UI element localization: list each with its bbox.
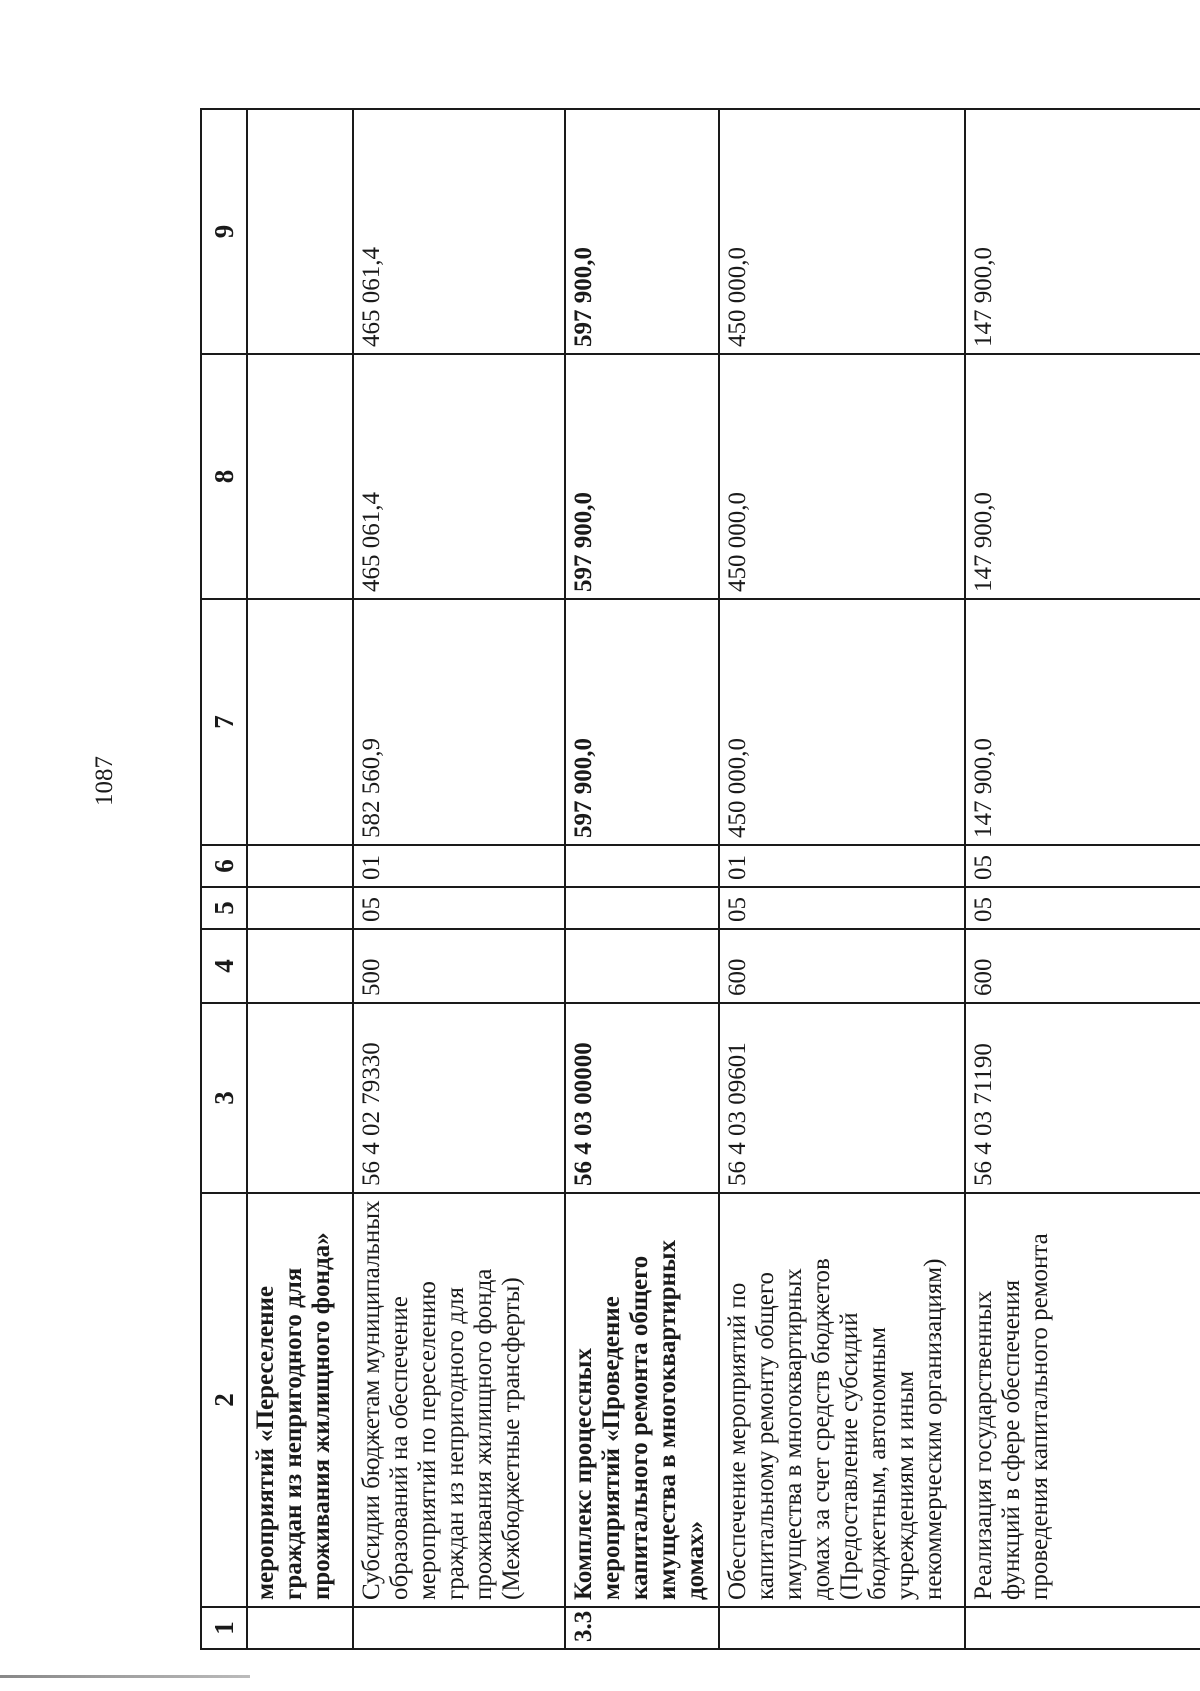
expense-type-code: 600: [965, 929, 1200, 1003]
amount-col7: 450 000,0: [719, 599, 965, 845]
row-number: [965, 1607, 1200, 1649]
amount-col8: 147 900,0: [965, 354, 1200, 599]
page-number: 1087: [91, 756, 118, 806]
column-header: 2: [201, 1193, 247, 1607]
subsection-code: 01: [353, 845, 565, 887]
column-header: 3: [201, 1003, 247, 1193]
row-description: Субсидии бюджетам муниципальных образований на обеспечение мероприятий по переселению граждан из непригодного для проживания жилищного фонда (Межбюджетные трансферты): [353, 1193, 565, 1607]
expense-type-code: [247, 929, 353, 1003]
section-code: [565, 887, 719, 929]
amount-col7: 147 900,0: [965, 599, 1200, 845]
scan-edge-line: [0, 1675, 250, 1678]
amount-col8: [247, 354, 353, 599]
section-code: [247, 887, 353, 929]
column-header: 5: [201, 887, 247, 929]
amount-col8: 597 900,0: [565, 354, 719, 599]
row-number: [247, 1607, 353, 1649]
row-number: 3.3: [565, 1607, 719, 1649]
expense-type-code: [565, 929, 719, 1003]
column-header: 6: [201, 845, 247, 887]
target-article-code: 56 4 03 09601: [719, 1003, 965, 1193]
target-article-code: 56 4 02 79330: [353, 1003, 565, 1193]
column-header: 1: [201, 1607, 247, 1649]
row-description: мероприятий «Переселение граждан из непригодного для проживания жилищного фонда»: [247, 1193, 353, 1607]
rotated-table-container: [200, 110, 1200, 1650]
row-number: [719, 1607, 965, 1649]
subsection-code: [565, 845, 719, 887]
expense-type-code: 500: [353, 929, 565, 1003]
target-article-code: [247, 1003, 353, 1193]
column-header: 4: [201, 929, 247, 1003]
amount-col9: 450 000,0: [719, 109, 965, 354]
amount-col7: 582 560,9: [353, 599, 565, 845]
row-description: Реализация государственных функций в сфере обеспечения проведения капитального ремонта: [965, 1193, 1200, 1607]
amount-col8: 450 000,0: [719, 354, 965, 599]
subsection-code: 05: [965, 845, 1200, 887]
target-article-code: 56 4 03 00000: [565, 1003, 719, 1193]
column-header: 7: [201, 599, 247, 845]
subsection-code: [247, 845, 353, 887]
column-header: 9: [201, 109, 247, 354]
amount-col7: [247, 599, 353, 845]
table-row: [353, 109, 565, 1649]
amount-col7: 597 900,0: [565, 599, 719, 845]
amount-col9: 597 900,0: [565, 109, 719, 354]
row-description: Обеспечение мероприятий по капитальному ремонту общего имущества в многоквартирных домах за счет средств бюджетов (Предоставление субсидий бюджетным, автономным учреждениям и иным некоммерческим организациям): [719, 1193, 965, 1607]
row-description: Комплекс процессных мероприятий «Проведение капитального ремонта общего имущества в многоквартирных домах»: [565, 1193, 719, 1607]
section-code: 05: [965, 887, 1200, 929]
table-row: [565, 109, 719, 1649]
table-row: [247, 109, 353, 1649]
row-number: [353, 1607, 565, 1649]
expense-type-code: 600: [719, 929, 965, 1003]
section-code: 05: [353, 887, 565, 929]
table-row: [719, 109, 965, 1649]
section-code: 05: [719, 887, 965, 929]
target-article-code: 56 4 03 71190: [965, 1003, 1200, 1193]
amount-col9: 147 900,0: [965, 109, 1200, 354]
header-row: [201, 109, 247, 1649]
amount-col9: [247, 109, 353, 354]
amount-col8: 465 061,4: [353, 354, 565, 599]
budget-table: [200, 108, 1200, 1650]
subsection-code: 01: [719, 845, 965, 887]
table-row: [965, 109, 1200, 1649]
column-header: 8: [201, 354, 247, 599]
amount-col9: 465 061,4: [353, 109, 565, 354]
